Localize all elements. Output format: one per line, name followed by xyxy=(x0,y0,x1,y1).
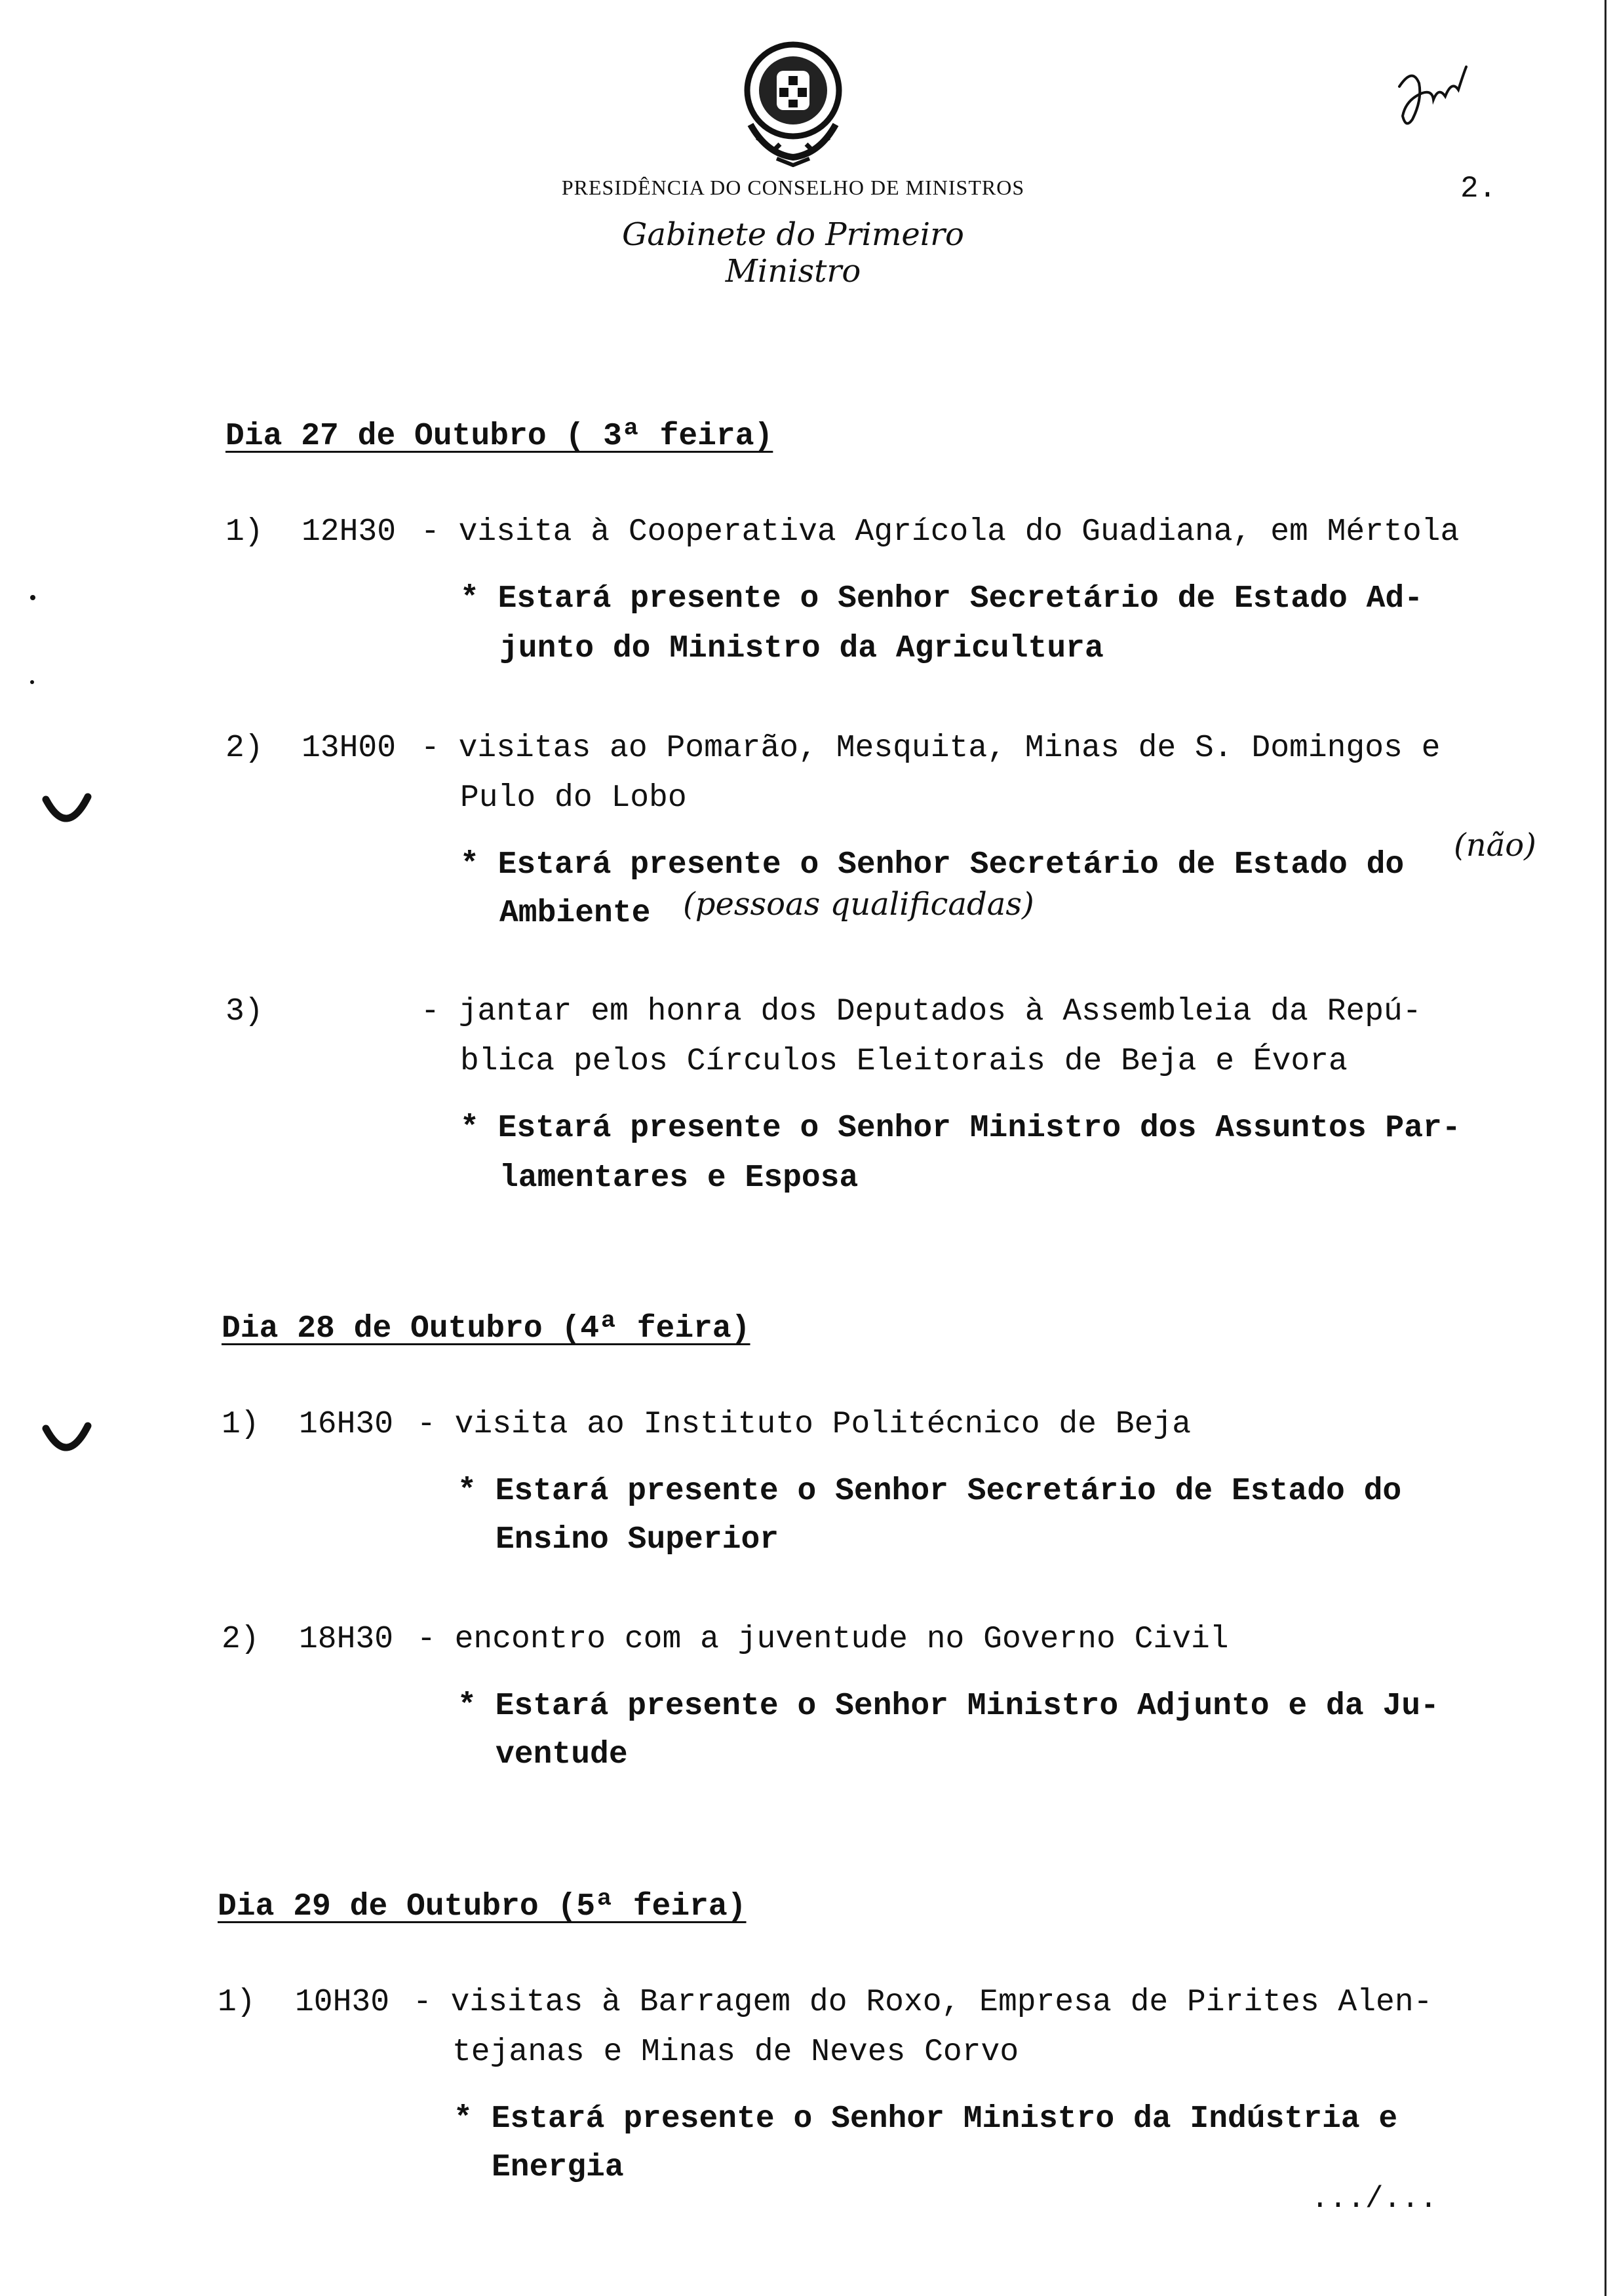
item-note: * Estará presente o Senhor Ministro da Indústria e xyxy=(454,2101,1398,2137)
item-number: 3) xyxy=(225,994,263,1029)
office-name: Gabinete do Primeiro Ministro xyxy=(622,216,964,290)
item-description: - encontro com a juventude no Governo Civil xyxy=(417,1622,1229,1657)
continuation-mark: .../... xyxy=(1311,2182,1438,2216)
item-number: 1) xyxy=(218,1985,256,2020)
handwritten-margin-note: (não) xyxy=(1454,827,1536,864)
item-time: 13H00 xyxy=(302,731,397,766)
item-note-cont: lamentares e Esposa xyxy=(499,1160,859,1196)
item-note-cont: junto do Ministro da Agricultura xyxy=(499,631,1104,666)
page-edge-line xyxy=(1605,0,1606,2296)
handwritten-annotation: (pessoas qualificadas) xyxy=(683,886,1034,923)
item-time: 10H30 xyxy=(295,1985,390,2020)
scan-dot xyxy=(30,680,34,684)
item-note-cont: Ensino Superior xyxy=(496,1522,779,1558)
item-number: 1) xyxy=(225,514,263,550)
item-number: 2) xyxy=(222,1622,260,1657)
item-description: - visita ao Instituto Politécnico de Beja xyxy=(417,1407,1191,1442)
item-note: * Estará presente o Senhor Secretário de Estado Ad- xyxy=(460,581,1424,617)
day-heading: Dia 29 de Outubro (5ª feira) xyxy=(218,1889,747,1924)
binder-hole-icon xyxy=(41,792,93,831)
item-description-cont: blica pelos Círculos Eleitorais de Beja e Évora xyxy=(460,1044,1348,1079)
item-description: - visita à Cooperativa Agrícola do Guadiana, em Mértola xyxy=(421,514,1460,550)
item-description: - jantar em honra dos Deputados à Assembleia da Repú- xyxy=(421,994,1422,1029)
item-note-cont: Ambiente xyxy=(499,896,651,931)
item-time: 18H30 xyxy=(299,1622,394,1657)
page-number: 2. xyxy=(1460,172,1497,206)
item-note-cont: Energia xyxy=(492,2150,624,2185)
institution-name: PRESIDÊNCIA DO CONSELHO DE MINISTROS xyxy=(561,176,1025,199)
item-note: * Estará presente o Senhor Secretário de Estado do xyxy=(460,847,1405,883)
item-number: 2) xyxy=(225,731,263,766)
item-description-cont: Pulo do Lobo xyxy=(460,780,687,816)
item-note-cont: ventude xyxy=(496,1737,628,1772)
item-number: 1) xyxy=(222,1407,260,1442)
item-description: - visitas à Barragem do Roxo, Empresa de Pirites Alen- xyxy=(413,1985,1433,2020)
binder-hole-icon xyxy=(41,1421,93,1460)
item-time: 16H30 xyxy=(299,1407,394,1442)
day-heading: Dia 28 de Outubro (4ª feira) xyxy=(222,1311,750,1347)
item-description: - visitas ao Pomarão, Mesquita, Minas de S. Domingos e xyxy=(421,731,1441,766)
coat-of-arms-icon xyxy=(737,39,849,167)
item-time: 12H30 xyxy=(302,514,397,550)
item-note: * Estará presente o Senhor Ministro Adjunto e da Ju- xyxy=(457,1689,1439,1724)
scan-dot xyxy=(30,595,35,600)
handwritten-initials-icon xyxy=(1393,60,1471,132)
item-note: * Estará presente o Senhor Secretário de Estado do xyxy=(457,1474,1402,1509)
item-description-cont: tejanas e Minas de Neves Corvo xyxy=(452,2035,1019,2070)
item-note: * Estará presente o Senhor Ministro dos Assuntos Par- xyxy=(460,1111,1461,1146)
day-heading: Dia 27 de Outubro ( 3ª feira) xyxy=(225,419,773,454)
